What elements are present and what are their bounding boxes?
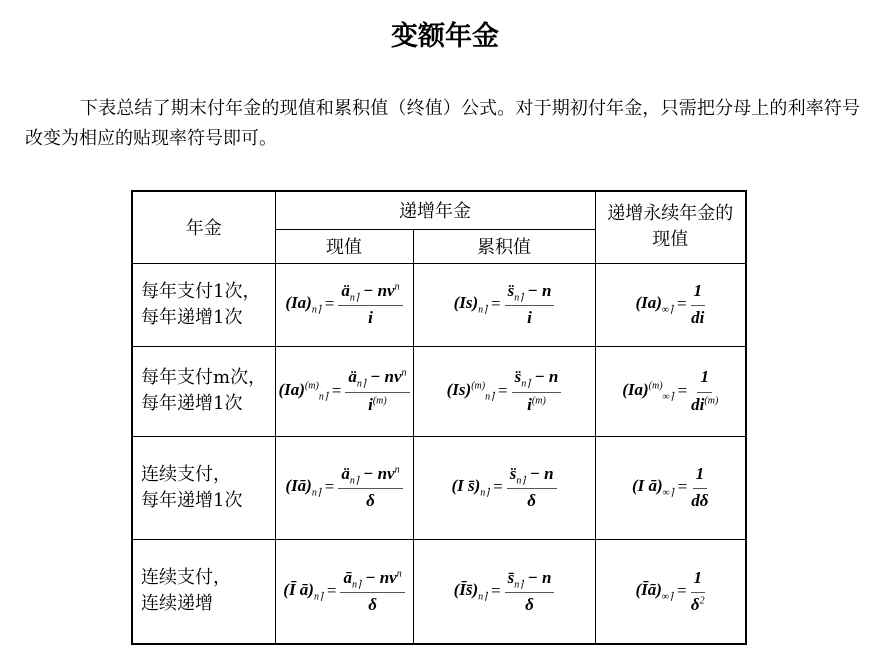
formula-lhs: (Iā) [285,476,312,496]
header-increasing: 递增年金 [275,191,595,229]
formula-lhs-sup: (m) [648,380,663,392]
formula [635,281,705,328]
formula-cell [595,346,746,436]
formula [622,367,718,414]
intro-paragraph: 下表总结了期末付年金的现值和累积值（终值）公式。对于期初付年金，只需把分母上的利率符号改变为相应的贴现率符号即可。 [25,98,860,149]
formula-lhs: (Ī ā) [283,580,314,600]
annuity-formula-table [131,190,747,645]
row-label-line2: 每年递增1次 [141,393,243,414]
header-present-value: 现值 [275,229,413,263]
fraction [691,568,706,615]
page-title: 变额年金 [391,21,499,52]
numerator-sub: n⌉ [351,578,361,590]
numerator: s̄ [507,567,515,587]
formula-lhs: (I s̄) [451,476,481,496]
numerator-sup: n [394,281,400,293]
numerator-sub: n⌉ [521,378,531,390]
formula-lhs: (Ia) [635,293,662,313]
denominator: i [368,308,373,328]
formula-cell [595,436,746,539]
formula-lhs-sub: n⌉ [478,304,488,316]
numerator: 1 [693,280,703,300]
row-label [132,539,275,644]
numerator: ä [348,367,357,387]
formula-lhs-sub: n⌉ [480,487,490,499]
denominator: δ [525,594,534,614]
equals-sign: = [326,581,337,601]
denominator: i [527,394,532,414]
numerator-sub: n⌉ [349,292,359,304]
formula-cell [413,436,595,539]
numerator-rest: − n [523,280,552,300]
equals-sign: = [324,294,335,314]
denominator: δ [368,594,377,614]
formula-lhs-sub: n⌉ [318,391,328,403]
header-perpetuity: 递增永续年金的现值 [595,191,746,263]
equals-sign: = [491,294,501,314]
formula-lhs-sub: ∞⌉ [661,591,673,603]
row-label-line1: 连续支付， [141,567,231,589]
denominator-sup: (m) [372,395,387,407]
denominator-sup: (m) [704,395,719,407]
header-accumulated-value: 累积值 [413,229,595,263]
equals-sign: = [497,380,508,400]
numerator: s̈ [507,280,515,300]
numerator-rest: − n [523,567,552,587]
formula-cell [595,263,746,346]
formula-cell [275,436,413,539]
denominator: δ [366,491,375,511]
fraction [345,367,409,414]
formula-lhs-sub: n⌉ [311,304,321,316]
equals-sign: = [677,477,688,497]
numerator: s̈ [509,463,517,483]
numerator-sup: n [396,567,402,579]
fraction [507,464,557,511]
denominator: i [527,308,532,328]
formula-cell [413,346,595,436]
formula-lhs: (Īs̄) [453,580,479,600]
numerator-sub: n⌉ [356,378,366,390]
numerator-rest: − nv [358,463,395,483]
equals-sign: = [676,294,687,314]
numerator-sup: n [401,367,407,379]
table-row [132,346,746,436]
numerator-rest: − n [530,367,559,387]
denominator: di [691,394,705,414]
numerator: 1 [695,463,705,483]
formula-lhs-sub: n⌉ [313,591,323,603]
formula-cell [275,539,413,644]
fraction [338,464,402,511]
numerator-rest: − n [525,463,554,483]
fraction [512,367,562,414]
fraction [691,281,706,328]
formula-lhs: (Īā) [635,580,662,600]
formula [285,281,402,328]
formula [632,464,709,511]
formula-lhs-sub: n⌉ [485,391,494,403]
equals-sign: = [324,477,335,497]
numerator: s̈ [514,367,522,387]
formula-cell [413,539,595,644]
equals-sign: = [493,477,503,497]
formula-lhs: (Is) [453,293,479,313]
formula-lhs-sub: ∞⌉ [661,304,673,316]
row-label-line2: 每年递增1次 [141,306,243,328]
formula-lhs: (Is) [446,379,472,399]
table-row [132,539,746,644]
row-label-line2: 连续递增 [141,593,213,615]
row-label-line1: 每年支付1次， [141,280,261,302]
formula-lhs: (I ā) [631,476,663,496]
formula-lhs-sup: (m) [304,380,319,392]
formula-lhs: (Ia) [622,379,649,399]
formula-cell [275,263,413,346]
row-label-line1: 连续支付， [141,463,231,485]
numerator: 1 [693,567,703,587]
denominator: di [691,308,705,328]
formula-lhs: (Ia) [285,293,312,313]
formula [285,464,402,511]
numerator: ä [341,280,350,300]
formula-cell [595,539,746,644]
denominator-sup: 2 [699,595,705,607]
formula-lhs-sub: n⌉ [311,487,321,499]
fraction [338,281,402,328]
equals-sign: = [331,380,342,400]
formula-lhs-sub: ∞⌉ [662,487,674,499]
fraction [340,568,404,615]
table-row [132,263,746,346]
denominator-sup: (m) [531,395,546,407]
numerator-rest: − nv [365,367,402,387]
numerator: ä [341,463,350,483]
formula [635,568,705,615]
table-row [132,436,746,539]
formula-lhs-sup: (m) [471,380,486,392]
equals-sign: = [491,581,501,601]
numerator: ā [343,567,352,587]
fraction [691,464,708,511]
denominator: δ [690,594,700,614]
numerator: 1 [700,367,709,387]
denominator: dδ [691,491,709,511]
formula [283,568,404,615]
formula [454,568,555,615]
denominator: δ [527,491,536,511]
row-label [132,346,275,436]
numerator-sub: n⌉ [516,475,526,487]
formula-lhs: (Ia) [278,379,305,399]
fraction [691,367,718,414]
row-label-line1: 每年支付m次， [141,367,267,388]
formula [278,367,409,414]
numerator-rest: − nv [358,280,395,300]
numerator-sup: n [394,464,400,476]
formula [447,367,562,414]
row-label [132,263,275,346]
formula-lhs-sub: ∞⌉ [662,391,674,403]
numerator-rest: − nv [360,567,397,587]
denominator: i [368,394,373,414]
row-label-line2: 每年递增1次 [141,489,243,511]
header-annuity: 年金 [132,191,275,263]
formula [454,281,555,328]
numerator-sub: n⌉ [349,475,359,487]
equals-sign: = [677,380,688,400]
formula-cell [275,346,413,436]
numerator-sub: n⌉ [514,578,524,590]
row-label [132,436,275,539]
numerator-sub: n⌉ [514,292,524,304]
fraction [505,568,555,615]
formula-lhs-sub: n⌉ [478,591,488,603]
fraction [505,281,555,328]
formula [451,464,556,511]
equals-sign: = [676,581,687,601]
formula-cell [413,263,595,346]
